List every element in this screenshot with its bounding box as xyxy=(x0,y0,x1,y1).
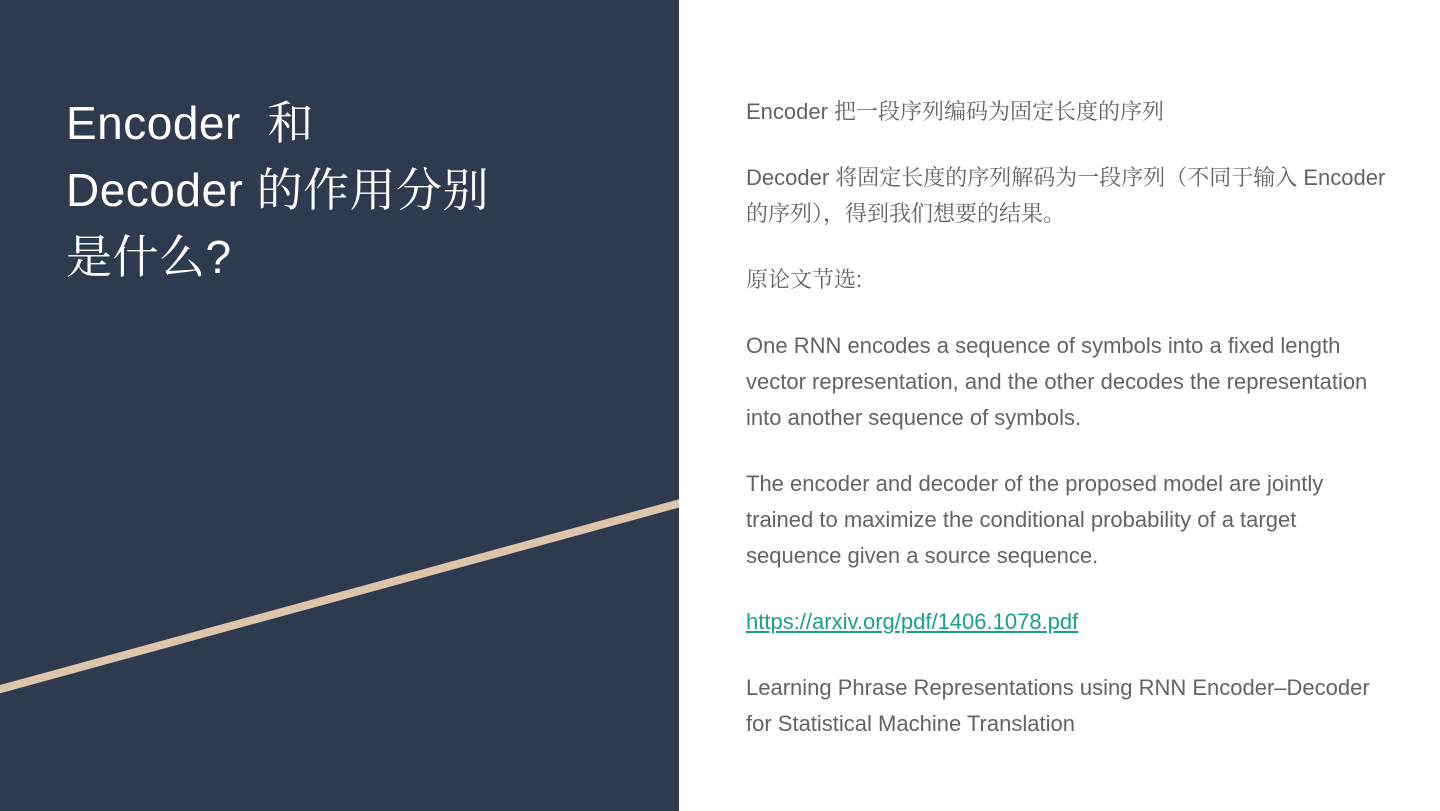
paragraph-quote-rnn-encodes: One RNN encodes a sequence of symbols into a fixed length vector representation, and the other decodes the representation into another sequence of symbols. xyxy=(746,333,1368,430)
paragraph-paper-title: Learning Phrase Representations using RNN Encoder–Decoder for Statistical Machine Translation xyxy=(746,675,1370,736)
paragraph-excerpt-label: 原论文节选: xyxy=(746,267,863,292)
slide-title-line-3: 是什么? xyxy=(66,231,232,283)
title-panel xyxy=(0,0,679,811)
paragraph-link-wrapper xyxy=(746,604,1396,640)
slide-title-line-2: Decoder 的作用分别 xyxy=(66,164,490,216)
diagonal-accent-line xyxy=(0,497,679,697)
slide-title-line-1: Encoder 和 xyxy=(66,97,314,149)
paragraph-encoder-role: Encoder 把一段序列编码为固定长度的序列 xyxy=(746,99,1165,124)
arxiv-pdf-link[interactable]: https://arxiv.org/pdf/1406.1078.pdf xyxy=(746,609,1079,634)
slide-title xyxy=(66,90,656,291)
paragraph-quote-jointly-trained: The encoder and decoder of the proposed model are jointly trained to maximize the conditional probability of a target sequence given a source sequence. xyxy=(746,471,1324,568)
body-text-column xyxy=(746,94,1396,742)
paragraph-decoder-role: Decoder 将固定长度的序列解码为一段序列（不同于输入 Encoder 的序列），得到我们想要的结果。 xyxy=(746,165,1386,226)
